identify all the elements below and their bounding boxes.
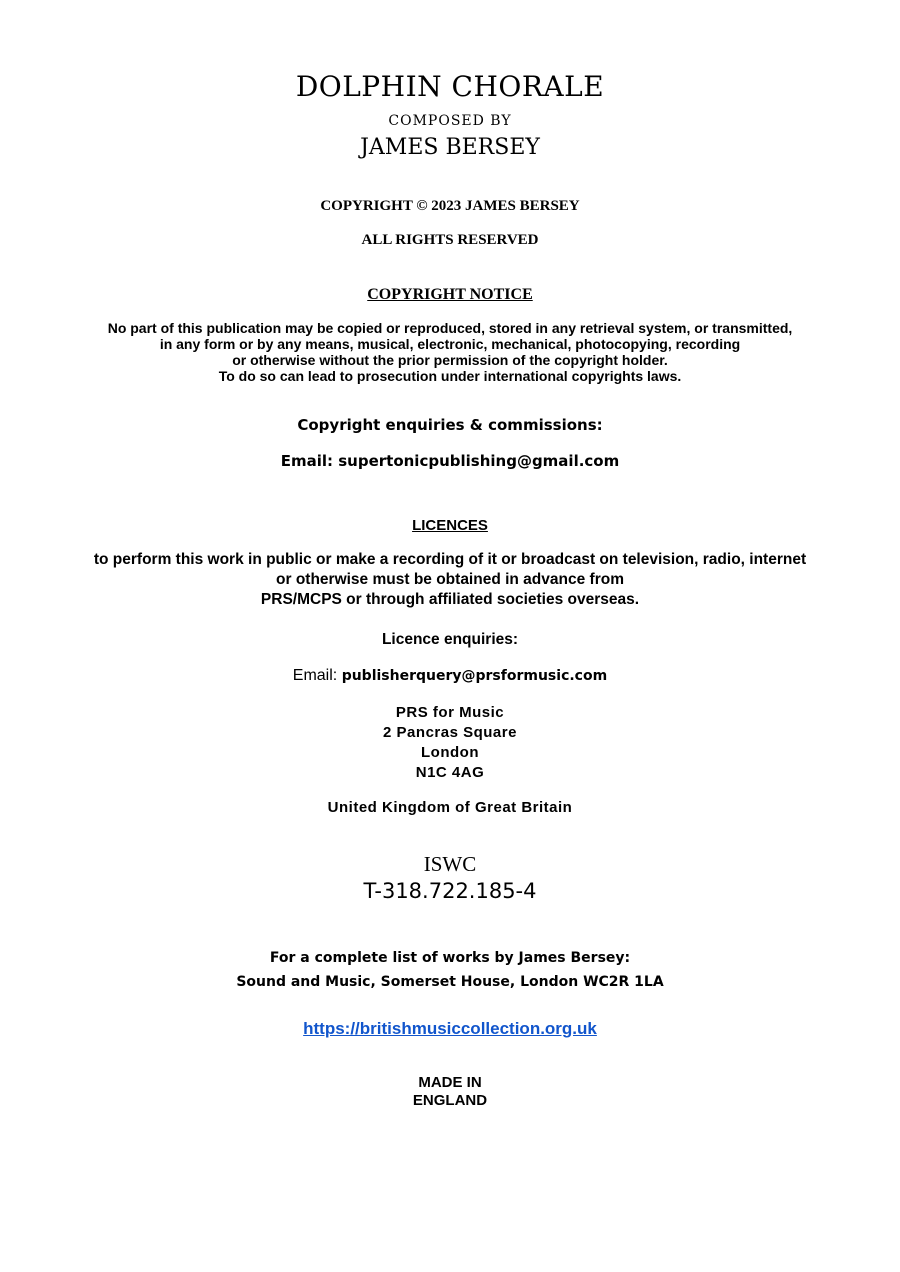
- notice-line: To do so can lead to prosecution under international copyrights laws.: [218, 368, 682, 384]
- licence-email-value: publisherquery@prsformusic.com: [341, 668, 608, 684]
- iswc-code: T-318.722.185-4: [363, 879, 537, 903]
- composed-by-label: COMPOSED BY: [388, 113, 512, 129]
- address-line: N1C 4AG: [415, 764, 485, 781]
- notice-line: No part of this publication may be copied or reproduced, stored in any retrieval system, or transmitted,: [107, 320, 793, 336]
- composer-name: JAMES BERSEY: [360, 135, 540, 160]
- made-in-line-2: ENGLAND: [412, 1092, 488, 1109]
- enquiries-label: Copyright enquiries & commissions:: [297, 416, 603, 434]
- copyright-line: COPYRIGHT © 2023 JAMES BERSEY: [320, 198, 580, 214]
- licence-enquiries-label: Licence enquiries:: [381, 631, 519, 648]
- licence-email-label: Email:: [292, 667, 338, 684]
- rights-reserved: ALL RIGHTS RESERVED: [361, 232, 539, 248]
- licence-email: [0, 667, 900, 685]
- notice-line: or otherwise without the prior permission of the copyright holder.: [232, 352, 668, 368]
- works-url-link[interactable]: https://britishmusiccollection.org.uk: [303, 1019, 597, 1038]
- address-country: United Kingdom of Great Britain: [327, 799, 573, 816]
- copyright-notice-heading: COPYRIGHT NOTICE: [367, 286, 533, 303]
- notice-line: in any form or by any means, musical, electronic, mechanical, photocopying, recording: [159, 336, 741, 352]
- licences-line: or otherwise must be obtained in advance from: [276, 571, 624, 588]
- made-in-line-1: MADE IN: [418, 1074, 482, 1091]
- iswc-label: ISWC: [423, 852, 477, 876]
- works-line-1: For a complete list of works by James Bersey:: [269, 950, 631, 966]
- enquiries-email: Email: supertonicpublishing@gmail.com: [280, 452, 620, 470]
- works-url-row: [0, 1019, 900, 1039]
- address-line: London: [421, 744, 479, 761]
- title: DOLPHIN CHORALE: [295, 70, 605, 103]
- address-line: PRS for Music: [395, 704, 505, 721]
- licences-line: PRS/MCPS or through affiliated societies overseas.: [260, 591, 640, 608]
- works-line-2: Sound and Music, Somerset House, London WC2R 1LA: [236, 974, 664, 990]
- address-line: 2 Pancras Square: [383, 724, 517, 741]
- licences-heading: LICENCES: [412, 517, 488, 534]
- licences-line: to perform this work in public or make a recording of it or broadcast on television, radio, internet: [93, 551, 807, 568]
